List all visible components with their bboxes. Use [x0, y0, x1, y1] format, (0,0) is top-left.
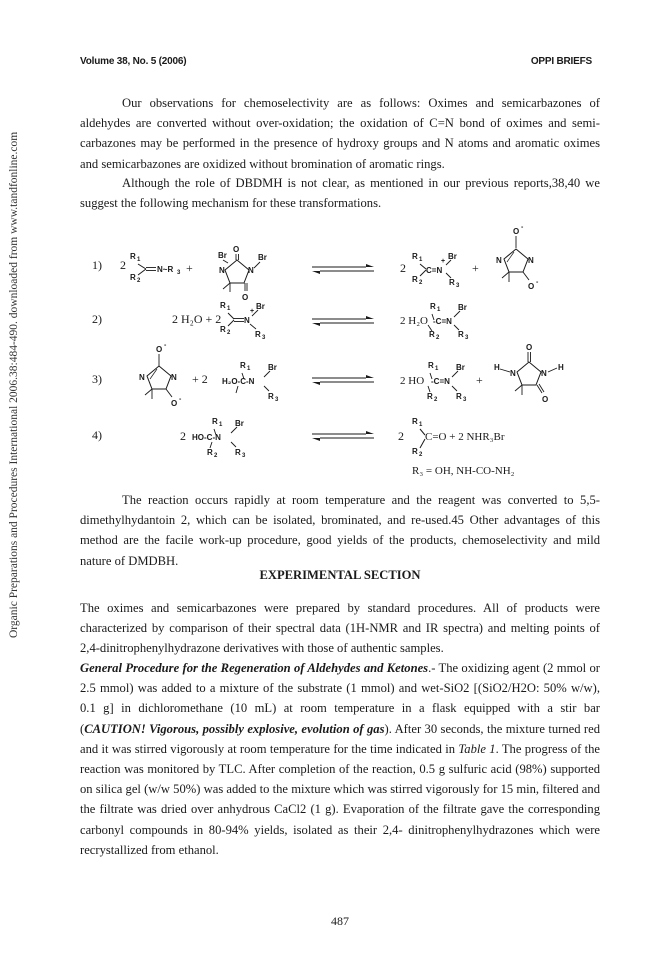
reaction-2-water: 2 H₂O + 2 — [172, 312, 222, 326]
paragraph-mechanism-intro — [80, 173, 600, 213]
svg-text:R: R — [235, 448, 241, 457]
svg-text:Br: Br — [235, 419, 244, 428]
section-heading: EXPERIMENTAL SECTION — [259, 568, 421, 582]
svg-text:2: 2 — [137, 278, 141, 284]
svg-text:-: - — [536, 279, 539, 286]
svg-text:1: 1 — [419, 257, 423, 263]
svg-text:H₂O-C-N: H₂O-C-N — [222, 377, 255, 386]
svg-text:Br: Br — [458, 303, 467, 312]
svg-text:1: 1 — [435, 366, 439, 372]
svg-text:R: R — [255, 330, 261, 339]
svg-text:H: H — [558, 363, 564, 372]
svg-text:2: 2 — [419, 280, 423, 286]
svg-text:R: R — [456, 392, 462, 401]
svg-text:HO-C-N: HO-C-N — [192, 433, 221, 442]
procedure-text-a: .- The oxidizing agent (2 mmol or 2.5 mmol) was added to a mixture of the substrate (1 mmol) and wet-SiO2 [(SiO2/H2O: 50% w/w), 0.1 g] in dichloromethane (10 mL) at room temperature in a flask equipped with a stir bar ( — [80, 661, 600, 736]
svg-text:O: O — [528, 282, 535, 291]
paragraph-chemoselectivity: Our observations for chemoselectivity are as follows: Oximes and semicarbazones of aldehydes are converted without over-oxidation; the oxidation of C=N bond of oximes and semi-carbazones may be performed in the presence of hydroxy groups and N atoms and aromatic oximes and semicarbazones are oxidized without bromination of aromatic rings. — [80, 96, 600, 171]
running-header-section: OPPI BRIEFS — [530, 56, 592, 67]
caution-note: CAUTION! Vigorous, possibly explosive, evolution of gas — [84, 721, 385, 736]
svg-text:O: O — [171, 399, 178, 408]
svg-text:R: R — [458, 330, 464, 339]
svg-text:-: - — [179, 396, 182, 403]
svg-text:1: 1 — [437, 307, 441, 313]
svg-text:Br: Br — [218, 251, 227, 260]
svg-text:3: 3 — [456, 283, 460, 289]
procedure-text-c: . The progress of the reaction was monitored by TLC. After completion of the reaction, 0.5 g sulfuric acid (98%) supported on silica gel (w/w 50%) was added to the mixture which was stirred vigorously for 15 min, filtered and the filtrate was dried over anhydrous CaCl2 (1 g). Evaporation of the filtrate gave the corresponding carbonyl compounds in 80-94% yields, isolated as their 2,4- dinitrophenylhydrazones which were recrystallized from ethanol. — [80, 741, 600, 857]
svg-text:1: 1 — [419, 422, 423, 428]
svg-text:O: O — [242, 293, 249, 302]
product-3-plus: + — [476, 373, 483, 387]
product-3-ho: 2 HO — [400, 375, 425, 387]
svg-text:N: N — [528, 256, 534, 265]
svg-text:H: H — [494, 363, 500, 372]
reaction-3-label: 3) — [92, 372, 102, 386]
svg-text:R: R — [220, 301, 226, 310]
svg-text:R: R — [430, 302, 436, 311]
svg-text:+: + — [250, 308, 255, 315]
svg-text:1: 1 — [227, 306, 231, 312]
paragraph-characterization: The oximes and semicarbazones were prepared by standard procedures. All of products were characterized by comparison of their spectral data (1H-NMR and IR spectra) and melting points of 2,4-dinitrophenylhydrazone derivatives with those of authentic samples. — [80, 601, 600, 656]
svg-text:O: O — [233, 245, 240, 254]
svg-text:N: N — [139, 373, 145, 382]
svg-text:R: R — [130, 273, 136, 282]
svg-text:2: 2 — [214, 453, 218, 459]
svg-text:N~R: N~R — [157, 265, 174, 274]
svg-text:3: 3 — [262, 335, 266, 341]
svg-text:3: 3 — [465, 335, 469, 341]
paragraph-reaction-summary: The reaction occurs rapidly at room temperature and the reagent was converted to 5,5-dimethylhydantoin 2, which can be isolated, brominated, and re-used.45 Other advantages of this method are the facile work-up procedure, good yields of the products, chemoselectivity and mild nature of DMDBH. — [80, 493, 600, 568]
svg-text:N: N — [248, 266, 254, 275]
reaction-1-label: 1) — [92, 258, 102, 272]
svg-text:Br: Br — [258, 253, 267, 262]
product-2-water: 2 H₂O — [400, 315, 428, 327]
page-number: 487 — [331, 914, 349, 928]
svg-text:O: O — [513, 227, 520, 236]
svg-text:R: R — [240, 361, 246, 370]
svg-text:C=N: C=N — [426, 266, 443, 275]
svg-text:R: R — [412, 447, 418, 456]
svg-text:1: 1 — [247, 366, 251, 372]
svg-text:2: 2 — [436, 335, 440, 341]
svg-text:R: R — [449, 278, 455, 287]
reaction-4-coef: 2 — [180, 429, 186, 443]
svg-text:R: R — [220, 325, 226, 334]
running-header-volume: Volume 38, No. 5 (2006) — [80, 56, 187, 67]
svg-text:Br: Br — [268, 363, 277, 372]
procedure-title: General Procedure for the Regeneration of Aldehydes and Ketones — [80, 661, 429, 675]
svg-text:-: - — [164, 342, 167, 349]
svg-text:N: N — [171, 373, 177, 382]
svg-text:R: R — [268, 392, 274, 401]
svg-text:3: 3 — [177, 270, 181, 276]
procedure-text-b: ). After 30 seconds, the mixture turned red and it was stirred vigorously at room temperature for the time indicated in — [80, 721, 600, 756]
download-watermark: Organic Preparations and Procedures International 2006.38:484-490. downloaded from www.tandfonline.com — [8, 131, 20, 638]
reaction-4-label: 4) — [92, 428, 102, 442]
svg-text:1: 1 — [137, 257, 141, 263]
reaction-2-label: 2) — [92, 312, 102, 326]
svg-text:N: N — [219, 266, 225, 275]
svg-text:R: R — [130, 252, 136, 261]
product-1-plus: + — [472, 261, 479, 275]
svg-text:O: O — [542, 395, 549, 404]
svg-text:1: 1 — [219, 422, 223, 428]
reaction-3-plus: + 2 — [192, 372, 208, 386]
svg-text:R: R — [212, 417, 218, 426]
svg-text:R: R — [428, 361, 434, 370]
svg-text:R: R — [412, 252, 418, 261]
mechanism-intro-text: Although the role of DBDMH is not clear, as mentioned in our previous reports,38,40 we suggest the following mechanism for these transformations. — [80, 176, 600, 211]
table-reference: Table 1 — [458, 741, 496, 756]
product-4-carbonyl: C=O + 2 NHR₃Br — [425, 431, 505, 443]
svg-text:R: R — [412, 275, 418, 284]
reaction-1-coef: 2 — [120, 258, 126, 272]
svg-text:N: N — [244, 316, 250, 325]
reaction-1-plus: + — [186, 261, 193, 275]
paragraph-general-procedure — [80, 658, 600, 860]
svg-text:3: 3 — [242, 453, 246, 459]
svg-text:O: O — [156, 345, 163, 354]
svg-text:Br: Br — [456, 363, 465, 372]
product-4-coef: 2 — [398, 429, 404, 443]
svg-text:2: 2 — [434, 397, 438, 403]
svg-text:R: R — [429, 330, 435, 339]
svg-text:R: R — [412, 417, 418, 426]
r3-definition: R₃ = OH, NH-CO-NH₂ — [412, 465, 515, 477]
svg-text:2: 2 — [419, 452, 423, 458]
svg-text:-: - — [521, 224, 524, 231]
svg-text:Br: Br — [256, 302, 265, 311]
svg-text:N: N — [510, 369, 516, 378]
svg-text:O: O — [526, 343, 533, 352]
svg-text:Br: Br — [448, 252, 457, 261]
svg-text:R: R — [207, 448, 213, 457]
svg-text:+: + — [441, 258, 446, 265]
mechanism-scheme — [80, 216, 600, 488]
svg-text:3: 3 — [275, 397, 279, 403]
svg-text:2: 2 — [227, 330, 231, 336]
svg-text:N: N — [496, 256, 502, 265]
svg-text:R: R — [427, 392, 433, 401]
product-1-coef: 2 — [400, 261, 406, 275]
svg-text:N: N — [541, 369, 547, 378]
svg-text:3: 3 — [463, 397, 467, 403]
svg-text:-C=N: -C=N — [433, 317, 452, 326]
svg-text:-C=N: -C=N — [431, 377, 450, 386]
